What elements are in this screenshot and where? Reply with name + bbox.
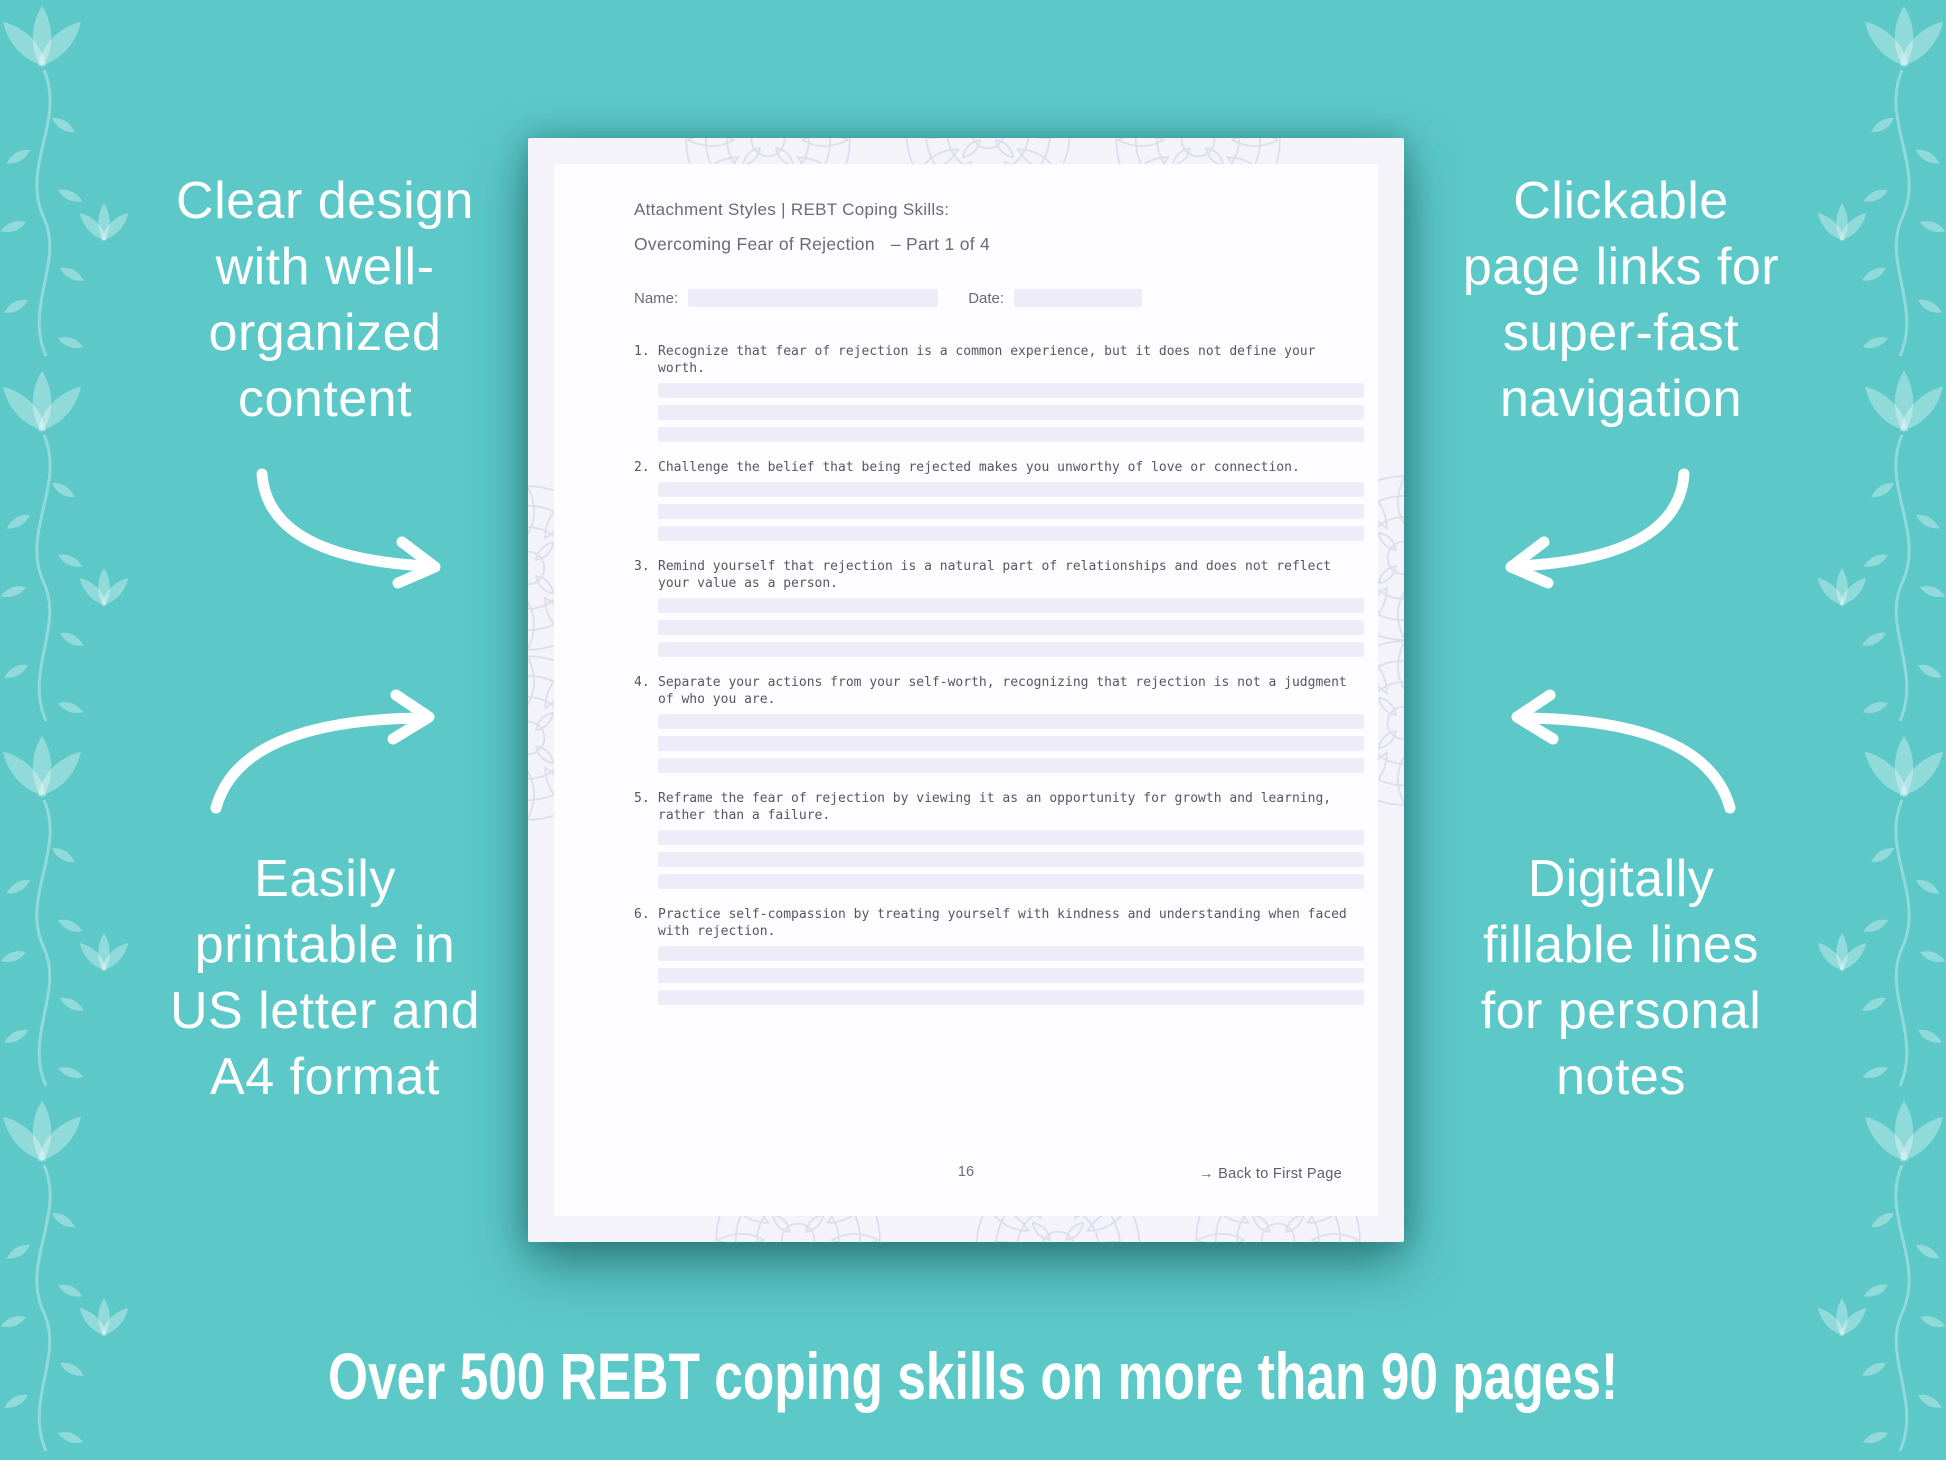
- worksheet-item: [634, 558, 1378, 657]
- worksheet-item: [634, 790, 1378, 889]
- worksheet-page: [528, 138, 1404, 1242]
- item-number: 1.: [634, 344, 650, 359]
- name-label: Name:: [634, 289, 679, 307]
- fillable-line[interactable]: [658, 990, 1364, 1005]
- note-line: organized: [208, 304, 442, 362]
- note-line: content: [237, 370, 413, 428]
- item-text: Recognize that fear of rejection is a common experience, but it does not define your worth.: [658, 344, 1316, 376]
- fillable-line[interactable]: [658, 427, 1364, 442]
- fillable-line[interactable]: [658, 482, 1364, 497]
- item-number: 3.: [634, 559, 650, 574]
- banner-text: Over 500 REBT coping skills on more than 90 pages!: [327, 1339, 1619, 1413]
- fillable-line[interactable]: [658, 405, 1364, 420]
- note-line: Clickable: [1513, 172, 1729, 230]
- name-field[interactable]: [688, 289, 938, 307]
- worksheet-subtitle-text: Overcoming Fear of Rejection: [634, 234, 875, 254]
- worksheet-item: [634, 906, 1378, 1005]
- fillable-line[interactable]: [658, 526, 1364, 541]
- fillable-line[interactable]: [658, 946, 1364, 961]
- worksheet-part-label: – Part 1 of 4: [890, 234, 991, 254]
- fillable-line[interactable]: [658, 383, 1364, 398]
- page-number: 16: [957, 1164, 975, 1180]
- item-text: Practice self-compassion by treating yourself with kindness and understanding when faced with rejection.: [658, 907, 1347, 939]
- worksheet-subtitle: [634, 234, 1378, 255]
- note-line: Digitally: [1527, 850, 1715, 908]
- note-line: page links for: [1462, 238, 1780, 296]
- note-fillable: [1401, 846, 1841, 1110]
- fillable-line[interactable]: [658, 968, 1364, 983]
- fillable-line[interactable]: [658, 830, 1364, 845]
- note-line: Clear design: [176, 172, 474, 230]
- worksheet-item: [634, 459, 1378, 541]
- note-line: fillable lines: [1483, 916, 1759, 974]
- worksheet-title: Attachment Styles | REBT Coping Skills:: [634, 200, 950, 219]
- fillable-line[interactable]: [658, 758, 1364, 773]
- note-line: with well-: [215, 238, 435, 296]
- curved-arrow-icon: [1496, 686, 1746, 826]
- curved-arrow-icon: [1498, 458, 1698, 598]
- date-field[interactable]: [1014, 289, 1142, 307]
- note-printable: [105, 846, 545, 1110]
- item-text: Remind yourself that rejection is a natural part of relationships and does not reflect your value as a person.: [658, 559, 1332, 591]
- note-line: A4 format: [210, 1048, 440, 1106]
- note-line: Easily: [254, 850, 396, 908]
- note-line: super-fast: [1502, 304, 1740, 362]
- fillable-line[interactable]: [658, 620, 1364, 635]
- fillable-line[interactable]: [658, 598, 1364, 613]
- item-number: 6.: [634, 907, 650, 922]
- curved-arrow-icon: [200, 686, 450, 826]
- item-text: Reframe the fear of rejection by viewing it as an opportunity for growth and learning, rather than a failure.: [658, 791, 1332, 823]
- bottom-banner: [0, 1338, 1946, 1414]
- item-number: 5.: [634, 791, 650, 806]
- fillable-line[interactable]: [658, 874, 1364, 889]
- back-to-first-page-link[interactable]: → Back to First Page: [1199, 1166, 1342, 1182]
- fillable-line[interactable]: [658, 852, 1364, 867]
- note-line: printable in: [194, 916, 456, 974]
- worksheet-item: [634, 343, 1378, 442]
- note-line: US letter and: [170, 982, 480, 1040]
- worksheet-content-panel: [554, 164, 1378, 1216]
- fillable-line[interactable]: [658, 714, 1364, 729]
- note-line: for personal: [1480, 982, 1762, 1040]
- fillable-line[interactable]: [658, 504, 1364, 519]
- curved-arrow-icon: [248, 458, 448, 598]
- fillable-line[interactable]: [658, 736, 1364, 751]
- item-text: Challenge the belief that being rejected makes you unworthy of love or connection.: [658, 460, 1300, 475]
- note-clear-design: [105, 168, 545, 432]
- fillable-line[interactable]: [658, 642, 1364, 657]
- date-label: Date:: [968, 289, 1005, 307]
- note-clickable-links: [1401, 168, 1841, 432]
- note-line: navigation: [1499, 370, 1743, 428]
- item-number: 2.: [634, 460, 650, 475]
- item-number: 4.: [634, 675, 650, 690]
- name-date-row: [634, 289, 1378, 307]
- note-line: notes: [1556, 1048, 1686, 1106]
- item-text: Separate your actions from your self-worth, recognizing that rejection is not a judgment of who you are.: [658, 675, 1347, 707]
- worksheet-item: [634, 674, 1378, 773]
